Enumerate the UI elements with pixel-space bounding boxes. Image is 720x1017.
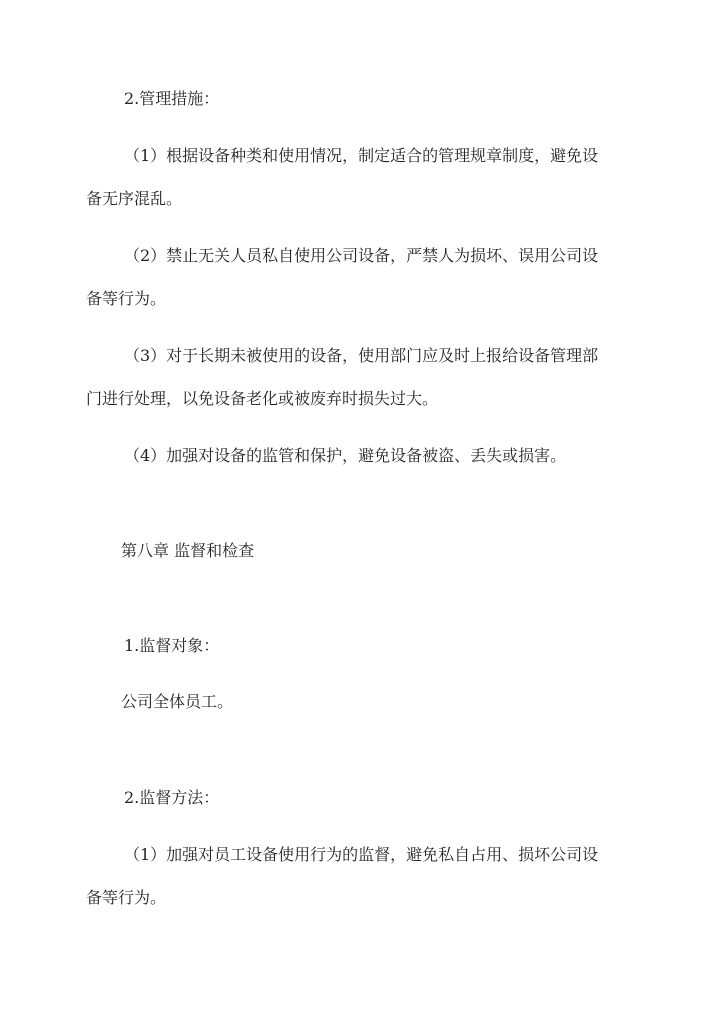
- method-item-1-line-1: （1）加强对员工设备使用行为的监督，避免私自占用、损坏公司设: [124, 845, 599, 864]
- method-item-1-line-2: 备等行为。: [86, 888, 167, 907]
- supervision-target-body: 公司全体员工。: [121, 692, 234, 711]
- measure-item-2-line-2: 备等行为。: [86, 289, 167, 308]
- measure-item-4-line-1: （4）加强对设备的监管和保护，避免设备被盗、丢失或损害。: [124, 446, 567, 465]
- section-heading-management-measures: 2.管理措施：: [124, 89, 220, 108]
- measure-item-3-line-2: 门进行处理，以免设备老化或被废弃时损失过大。: [86, 389, 439, 408]
- measure-item-3-line-1: （3）对于长期未被使用的设备，使用部门应及时上报给设备管理部: [124, 346, 599, 365]
- measure-item-1-line-1: （1）根据设备种类和使用情况，制定适合的管理规章制度，避免设: [124, 146, 599, 165]
- section-heading-supervision-target: 1.监督对象：: [124, 636, 220, 655]
- measure-item-1-line-2: 备无序混乱。: [86, 189, 183, 208]
- chapter-title: 第八章 监督和检查: [121, 541, 255, 560]
- measure-item-2-line-1: （2）禁止无关人员私自使用公司设备，严禁人为损坏、误用公司设: [124, 246, 599, 265]
- section-heading-supervision-method: 2.监督方法：: [124, 788, 220, 807]
